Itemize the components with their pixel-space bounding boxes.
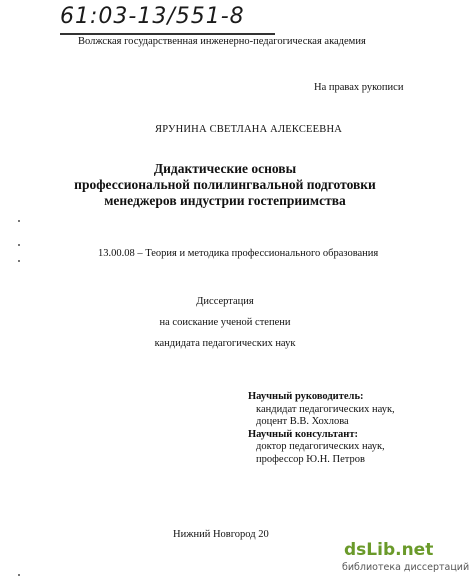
thesis-title-line-1: Дидактические основы bbox=[153, 161, 297, 176]
city-year: Нижний Новгород 20 bbox=[173, 529, 269, 540]
dissertation-line-1: Диссертация bbox=[196, 296, 254, 307]
thesis-title-line-2: профессиональной полилингвальной подготовки bbox=[74, 177, 376, 192]
consultant-degree: доктор педагогических наук, bbox=[256, 441, 385, 452]
consultant-label: Научный консультант: bbox=[248, 428, 358, 440]
dissertation-degree bbox=[0, 291, 450, 354]
institution-name: Волжская государственная инженерно-педагогическая академия bbox=[78, 36, 366, 47]
supervisor-label: Научный руководитель: bbox=[248, 391, 364, 402]
thesis-title-line-3: менеджеров индустрии гостеприимства bbox=[104, 193, 346, 208]
consultant-name: профессор Ю.Н. Петров bbox=[256, 453, 365, 465]
dslib-watermark[interactable] bbox=[340, 540, 469, 582]
scan-speck bbox=[18, 244, 20, 246]
author-name: ЯРУНИНА СВЕТЛАНА АЛЕКСЕЕВНА bbox=[155, 124, 343, 135]
manuscript-rights-note: На правах рукописи bbox=[314, 82, 404, 93]
specialty-code: 13.00.08 – Теория и методика профессионального образования bbox=[98, 248, 379, 259]
dslib-logo: dsLib.net bbox=[344, 540, 434, 560]
scan-speck bbox=[18, 260, 20, 262]
supervisor-name: доцент В.В. Хохлова bbox=[256, 416, 349, 427]
dissertation-line-2: на соискание ученой степени bbox=[159, 317, 291, 328]
handwritten-stamp-number: 61:03-13/551-8 bbox=[60, 4, 245, 29]
scan-speck bbox=[18, 574, 20, 576]
scan-speck bbox=[18, 220, 20, 222]
thesis-title bbox=[0, 161, 450, 209]
dissertation-line-3: кандидата педагогических наук bbox=[154, 338, 296, 349]
dslib-subtitle: библиотека диссертаций bbox=[342, 562, 469, 573]
supervisor-degree: кандидат педагогических наук, bbox=[256, 403, 395, 415]
stamp-underline bbox=[60, 33, 275, 35]
advisors-block bbox=[248, 391, 438, 466]
